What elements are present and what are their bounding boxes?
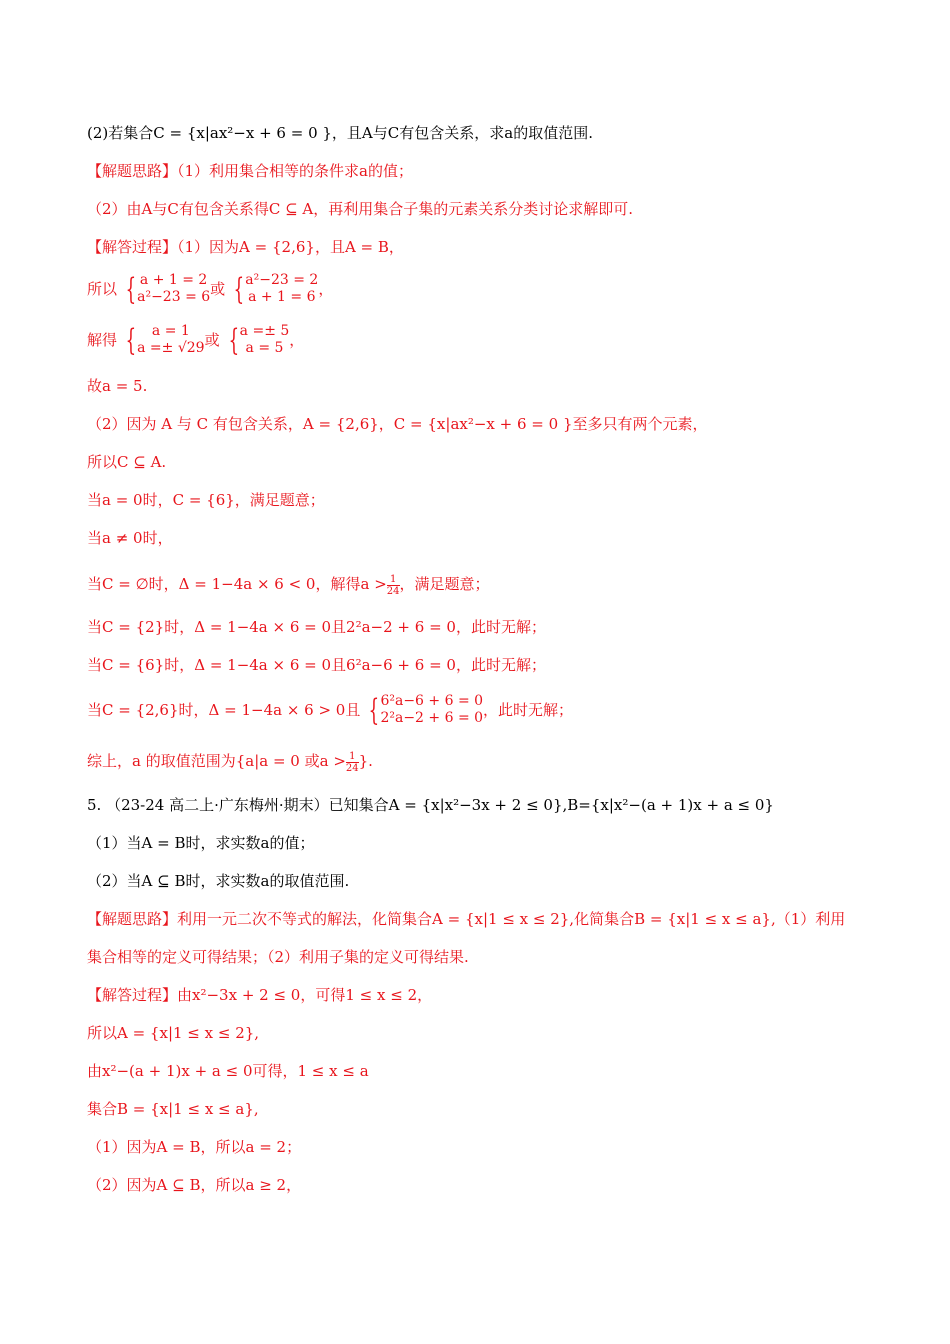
q5-hint-line-1 [87,909,890,929]
question-5-part-1: （1）当A = B时，求实数a的值； [87,834,315,852]
q5-process-line-6: （2）因为A ⊆ B，所以a ≥ 2， [87,1176,302,1194]
system3-row2: 2²a−2 + 6 = 0 [380,710,484,726]
system2-right-row2: a = 5 [245,340,284,356]
part2-line-3: 当a = 0时，C = {6}，满足题意； [87,491,325,509]
summary-line [87,748,890,774]
question-2-stem: (2)若集合C = {x|ax²−x + 6 = 0 }，且A与C有包含关系，求a的取值范围. [87,124,593,142]
fraction-numerator: 1 [387,574,400,586]
part2-line-5 [87,571,890,597]
part2-line-2: 所以C ⊆ A. [87,453,167,471]
system2-or: 或 [204,331,220,349]
part2-line-6: 当C = {2}时，Δ = 1−4a × 6 = 0且2²a−2 + 6 = 0，此时无解； [87,618,546,636]
system2-suffix: ， [289,331,305,349]
fraction-1-24-summary [346,751,359,774]
summary-pre: 综上，a 的取值范围为{a|a = 0 或a > [87,752,346,770]
process-text-1: （1）因为A = {2,6}，且A = B， [177,238,404,256]
system2-prefix: 解得 [87,331,118,349]
q5-process-line-4: 集合B = {x|1 ≤ x ≤ a}, [87,1100,259,1118]
hint-text-1: （1）利用集合相等的条件求a的值； [177,162,414,180]
q5-process-line-5: （1）因为A = B，所以a = 2； [87,1138,302,1156]
q5-process-line-1 [87,985,890,1005]
conclusion-1: 故a = 5. [87,377,148,395]
system1-right: { a²−23 = 2 a + 1 = 6 [233,272,319,307]
q5-hint-line-2: 集合相等的定义可得结果；（2）利用子集的定义可得结果. [87,948,469,966]
part2-line-5-post: ，满足题意； [399,575,490,593]
part2-line-1: （2）因为 A 与 C 有包含关系，A = {2,6}，C = {x|ax²−x + 6 = 0 }至多只有两个元素， [87,415,708,433]
equation-system-2 [87,322,890,359]
system1-left-row1: a + 1 = 2 [139,272,208,288]
system3-row1: 6²a−6 + 6 = 0 [380,693,484,709]
q5-process-text-1: 由x²−3x + 2 ≤ 0，可得1 ≤ x ≤ 2， [177,986,433,1004]
q5-process-label: 【解答过程】 [87,986,178,1004]
fraction-numerator-summary: 1 [346,751,359,763]
fraction-1-24 [387,574,400,597]
question-5-stem: 5. （23-24 高二上·广东梅州·期末）已知集合A = {x|x²−3x + 2 ≤ 0},B={x|x²−(a + 1)x + a ≤ 0} [87,796,774,814]
part2-line-4: 当a ≠ 0时， [87,529,173,547]
system1-left-row2: a²−23 = 6 [137,289,211,305]
part2-line-5-pre: 当C = ∅时，Δ = 1−4a × 6 < 0，解得a > [87,575,387,593]
system1-left: { a + 1 = 2 a²−23 = 6 [125,272,211,307]
system1-prefix: 所以 [87,280,118,298]
system2-left: { a = 1 a =± √29 [125,323,205,358]
solution-process-1 [87,237,890,257]
part2-line-8-post: ，此时无解； [483,701,574,719]
q5-process-line-3: 由x²−(a + 1)x + a ≤ 0可得，1 ≤ x ≤ a [87,1062,369,1080]
part2-line-8 [87,692,890,729]
system2-left-row2: a =± √29 [137,340,205,356]
q5-process-line-2: 所以A = {x|1 ≤ x ≤ 2}, [87,1024,260,1042]
system1-right-row2: a + 1 = 6 [248,289,316,305]
question-5-part-2: （2）当A ⊆ B时，求实数a的取值范围. [87,872,350,890]
system2-right: { a =± 5 a = 5 [228,323,290,358]
system3: { 6²a−6 + 6 = 0 2²a−2 + 6 = 0 [368,693,484,728]
summary-post: }. [358,752,373,770]
fraction-denominator-summary: 24 [345,762,359,774]
fraction-denominator: 24 [386,585,400,597]
system2-left-row1: a = 1 [151,323,190,339]
part2-line-7: 当C = {6}时，Δ = 1−4a × 6 = 0且6²a−6 + 6 = 0，此时无解； [87,656,546,674]
system1-right-row1: a²−23 = 2 [245,272,319,288]
system1-suffix: ， [318,280,334,298]
solution-hint-1 [87,161,890,181]
process-label: 【解答过程】 [87,238,178,256]
q5-hint-text: 利用一元二次不等式的解法，化简集合A = {x|1 ≤ x ≤ 2},化简集合B = {x|1 ≤ x ≤ a},（1）利用 [177,910,846,928]
equation-system-1 [87,271,890,308]
system1-or: 或 [210,280,226,298]
hint-label: 【解题思路】 [87,162,178,180]
solution-hint-2: （2）由A与C有包含关系得C ⊆ A，再利用集合子集的元素关系分类讨论求解即可. [87,200,634,218]
system2-right-row1: a =± 5 [239,323,290,339]
q5-hint-label: 【解题思路】 [87,910,178,928]
part2-line-8-pre: 当C = {2,6}时，Δ = 1−4a × 6 > 0且 [87,701,361,719]
